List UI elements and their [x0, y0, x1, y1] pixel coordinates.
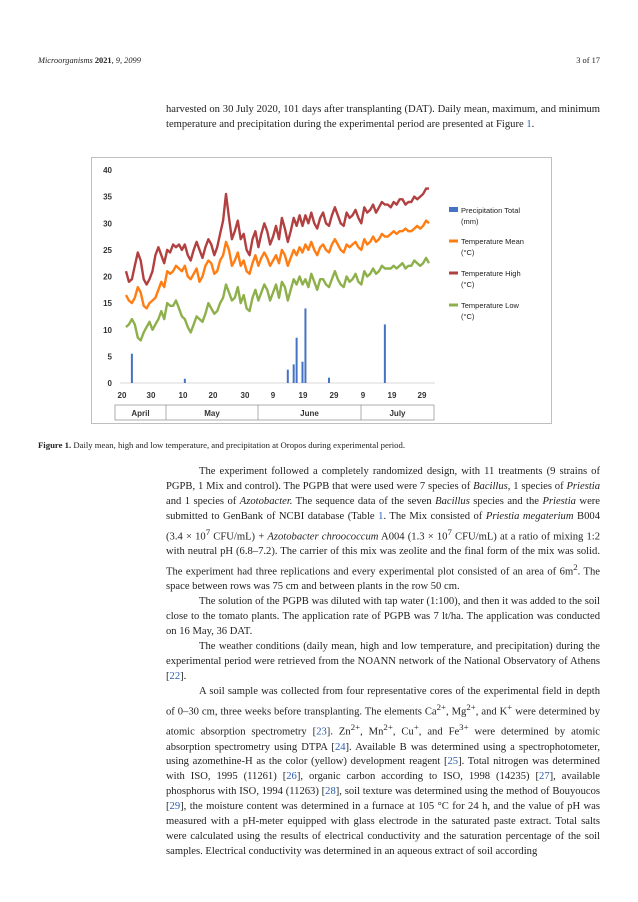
y-tick-label: 20 — [103, 272, 112, 282]
x-tick-label: 20 — [208, 391, 218, 400]
figure-caption — [38, 440, 598, 450]
legend-label-unit: (°C) — [461, 280, 475, 289]
legend-label: Precipitation Total — [461, 206, 521, 215]
y-tick-label: 35 — [103, 192, 112, 202]
precipitation-bar — [184, 379, 186, 383]
x-tick-label: 30 — [240, 391, 250, 400]
x-tick-label: 29 — [329, 391, 339, 400]
y-tick-label: 30 — [103, 219, 112, 229]
paragraph-design: The experiment followed a completely randomized design, with 11 treatments (9 strains of PGPB, 1 Mix and control). The PGPB that were used were 7 species of Bacillus, 1 species of Priestia and 1 species of Azotobacter. The sequence data of the seven Bacillus species and the Priestia were submitted to GenBank of NCBI database (Table 1. The Mix consisted of Priestia megaterium B004 ($3.4 \times 10^7$ CFU/mL) + Azotobacter chroococcum A004 ($1.3 \times 10^7$ CFU/mL) at a ratio of mixing 1:2 with neutral pH (6.8–7.2). The carrier of this mix was zeolite and the final form of the mix was solid. The experiment had three replications and every experimental plot consisted of an area of $6m^2$. The space between rows was 75 cm and between plants in the row 50 cm. — [166, 466, 601, 593]
intro-text: harvested on 30 July 2020, 101 days after transplanting (DAT). Daily mean, maximum, and minimum temperature and precipitation during the experimental period are presented at Figure — [166, 104, 600, 130]
journal-year: 2021 — [94, 56, 112, 65]
precipitation-bar — [328, 378, 330, 383]
paragraph-weather: The weather conditions (daily mean, high and low temperature, and precipitation) during the experimental period were retrieved from the NOANN network of the National Observatory of Athens [22]. — [166, 641, 600, 682]
legend-label-unit: (°C) — [461, 248, 475, 257]
y-tick-label: 5 — [107, 352, 112, 362]
precipitation-bar — [131, 354, 133, 383]
legend-label-unit: (mm) — [461, 217, 479, 226]
paragraph-solution: The solution of the PGPB was diluted with tap water (1:100), and then it was added to the soil close to the tomato plants. The application rate of PGPB was 7 lt/ha. The application was conducted on 16 May, 36 DAT. — [166, 596, 600, 638]
month-label: April — [131, 409, 150, 418]
x-tick-label: 9 — [360, 391, 366, 400]
month-band — [115, 405, 434, 420]
page-number: 3 of 17 — [576, 56, 600, 65]
journal-volume: , 9, 2099 — [111, 56, 141, 65]
x-tick-label: 10 — [178, 391, 188, 400]
figure-reference-link[interactable]: 1 — [526, 118, 532, 130]
precipitation-bar — [296, 338, 298, 383]
x-tick-label: 9 — [270, 391, 276, 400]
figure-caption-text: Daily mean, high and low temperature, and precipitation at Oropos during experimental period. — [71, 440, 406, 450]
figure-label: Figure 1. — [38, 440, 72, 450]
precipitation-bar — [293, 364, 295, 383]
x-tick-label: 29 — [417, 391, 427, 400]
body-text — [166, 465, 600, 860]
precipitation-bar — [302, 362, 304, 383]
y-tick-label: 15 — [103, 299, 112, 309]
y-tick-label: 10 — [103, 325, 112, 335]
journal-name: Microorganisms — [38, 56, 93, 65]
journal-citation — [38, 56, 141, 65]
y-tick-label: 25 — [103, 245, 112, 255]
figure-1-chart — [91, 157, 552, 424]
intro-paragraph — [166, 103, 600, 133]
paragraph-soil: A soil sample was collected from four representative cores of the experimental field in depth of 0–30 cm, three weeks before transplanting. The elements $Ca^{2+}$, $Mg^{2+}$, and K+ were determined by atomic absorption spectrometry [23]. $Zn^{2+}$, $Mn^{2+}$, Cu+, and $Fe^{3+}$ were determined by atomic absorption spectrometry using DTPA [24]. Available B was determined using a spectrophotometer, using azomethine-H as the color (yellow) development reagent [25]. Total nitrogen was determined with ISO, 1995 (11261) [26], organic carbon according to ISO, 1998 (14235) [27], available phosphorus with ISO, 1994 (11263) [28], soil texture was determined using the method of Bouyoucos [29], the moisture content was determined in a furnace at 105 °C for 24 h, and the value of pH was measured with a pH-meter equipped with glass electrode in the saturated paste extract. Total salts were calculated using the results of electrical conductivity and the saturation percentage of the soil samples. Electrical conductivity was determined in an aqueous extract of soil according — [166, 685, 600, 857]
precipitation-bar — [384, 324, 386, 383]
x-tick-label: 30 — [146, 391, 156, 400]
intro-end: . — [531, 118, 535, 130]
legend-label: Temperature High — [461, 269, 521, 278]
y-tick-label: 0 — [107, 379, 112, 388]
month-label: July — [389, 409, 406, 418]
x-tick-label: 20 — [117, 391, 127, 400]
legend-label: Temperature Mean — [461, 237, 524, 246]
x-tick-label: 19 — [298, 391, 308, 400]
precipitation-bar — [287, 370, 289, 383]
legend-swatch — [449, 207, 458, 212]
y-tick-label: 40 — [103, 166, 112, 175]
legend-label: Temperature Low — [461, 301, 519, 310]
series-line-low — [126, 258, 429, 341]
month-label: June — [300, 409, 319, 418]
chart-svg — [92, 158, 551, 423]
month-label: May — [204, 409, 220, 418]
precipitation-bar — [304, 308, 306, 383]
legend-label-unit: (°C) — [461, 312, 475, 321]
x-tick-label: 19 — [387, 391, 397, 400]
